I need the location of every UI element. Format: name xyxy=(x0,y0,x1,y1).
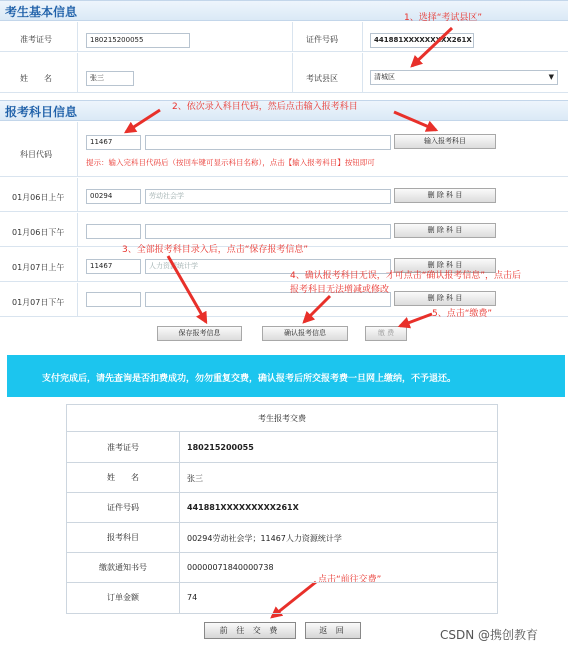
delete-subject-button[interactable]: 删 除 科 目 xyxy=(394,188,496,203)
confirm-registration-button[interactable]: 确认报考信息 xyxy=(262,326,348,341)
payment-table xyxy=(66,404,498,614)
section-title: 报考科目信息 xyxy=(5,105,78,119)
row-value: 张三 xyxy=(187,474,203,483)
row-label: 证件号码 xyxy=(67,493,180,522)
watermark: CSDN @携创教育 xyxy=(440,628,539,642)
delete-subject-button[interactable]: 删 除 科 目 xyxy=(394,258,496,273)
id-label: 证件号码 xyxy=(306,35,338,44)
slot-label: 01月07日上午 xyxy=(12,263,65,272)
table-row xyxy=(67,553,497,583)
row-value: 74 xyxy=(187,593,198,602)
divider xyxy=(292,53,293,93)
divider xyxy=(77,248,78,282)
save-registration-button[interactable]: 保存报考信息 xyxy=(157,326,242,341)
code-label: 科目代码 xyxy=(20,150,52,159)
slot-label: 01月07日下午 xyxy=(12,298,65,307)
hint-text: 提示：输入完科目代码后（按回车键可显示科目名称），点击【输入报考科目】按钮即可 xyxy=(86,158,375,167)
ticket-id-row xyxy=(0,22,568,52)
row-label: 准考证号 xyxy=(67,432,180,462)
slot-name-value: 人力资源统计学 xyxy=(149,262,198,270)
table-row xyxy=(67,493,497,523)
section-title: 考生基本信息 xyxy=(5,5,78,19)
slot-label: 01月06日下午 xyxy=(12,228,65,237)
slot-code-input[interactable] xyxy=(86,224,141,239)
annotation-step3: 3、全部报考科目录入后，点击“保存报考信息” xyxy=(122,245,309,255)
annotation-go-pay: 点击“前往交费” xyxy=(318,575,382,585)
slot-code-input[interactable] xyxy=(86,292,141,307)
subject-code-input[interactable]: 11467 xyxy=(86,135,141,150)
slot-name-input[interactable] xyxy=(145,189,391,204)
exam-slot-row xyxy=(0,178,568,212)
annotation-step1: 1、选择“考试县区” xyxy=(404,13,483,23)
divider xyxy=(77,122,78,177)
table-row xyxy=(67,463,497,493)
banner-text: 支付完成后，请先查询是否扣费成功，勿勿重复交费，确认报考后所交报考费一旦网上缴纳，不予退还。 xyxy=(42,374,457,384)
ticket-label: 准考证号 xyxy=(20,35,52,44)
annotation-step4-line1: 4、确认报考科目无误，才可点击“确认报考信息”，点击后 xyxy=(290,271,522,281)
row-label: 姓 名 xyxy=(67,463,180,492)
divider xyxy=(362,53,363,93)
divider xyxy=(77,178,78,212)
subject-name-input[interactable] xyxy=(145,135,391,150)
annotation-step2: 2、依次录入科目代码，然后点击输入报考科目 xyxy=(172,102,358,112)
id-input[interactable]: 441881XXXXXXXXX261X xyxy=(370,33,474,48)
slot-code-input[interactable]: 11467 xyxy=(86,259,141,274)
row-value: 00294劳动社会学；11467人力资源统计学 xyxy=(187,534,342,543)
back-button[interactable]: 返 回 xyxy=(305,622,361,639)
region-select-value: 清城区 xyxy=(374,73,395,81)
row-label: 缴款通知书号 xyxy=(67,553,180,582)
row-label: 订单金额 xyxy=(67,583,180,613)
region-label: 考试县区 xyxy=(306,74,338,83)
row-value: 00000071840000738 xyxy=(187,563,274,572)
name-label: 姓 名 xyxy=(20,74,52,83)
pay-button[interactable]: 缴 费 xyxy=(365,326,407,341)
divider xyxy=(362,22,363,52)
delete-subject-button[interactable]: 删 除 科 目 xyxy=(394,223,496,238)
region-select[interactable] xyxy=(370,70,558,85)
divider xyxy=(77,213,78,247)
go-pay-button[interactable]: 前 往 交 费 xyxy=(204,622,296,639)
divider xyxy=(292,22,293,52)
payment-warning-banner xyxy=(7,355,565,397)
table-row xyxy=(67,583,497,613)
divider xyxy=(77,283,78,317)
slot-code-input[interactable]: 00294 xyxy=(86,189,141,204)
name-region-row xyxy=(0,53,568,93)
subject-code-row xyxy=(0,122,568,177)
row-label: 报考科目 xyxy=(67,523,180,552)
slot-name-value: 劳动社会学 xyxy=(149,192,184,200)
slot-label: 01月06日上午 xyxy=(12,193,65,202)
input-subject-button[interactable]: 输入报考科目 xyxy=(394,134,496,149)
row-value: 441881XXXXXXXXX261X xyxy=(187,503,299,512)
table-row xyxy=(67,432,497,463)
slot-name-input[interactable] xyxy=(145,224,391,239)
basic-info-header xyxy=(0,0,568,21)
chevron-down-icon: ▼ xyxy=(548,73,554,81)
divider xyxy=(77,22,78,52)
table-row xyxy=(67,523,497,553)
annotation-step4-line2: 报考科目无法增减或修改 xyxy=(290,285,390,295)
annotation-step5: 5、点击“缴费” xyxy=(432,309,493,319)
row-value: 180215200055 xyxy=(187,443,254,452)
payment-table-title: 考生报考交费 xyxy=(67,405,497,432)
name-input[interactable]: 张三 xyxy=(86,71,134,86)
ticket-input[interactable]: 180215200055 xyxy=(86,33,190,48)
delete-subject-button[interactable]: 删 除 科 目 xyxy=(394,291,496,306)
divider xyxy=(77,53,78,93)
